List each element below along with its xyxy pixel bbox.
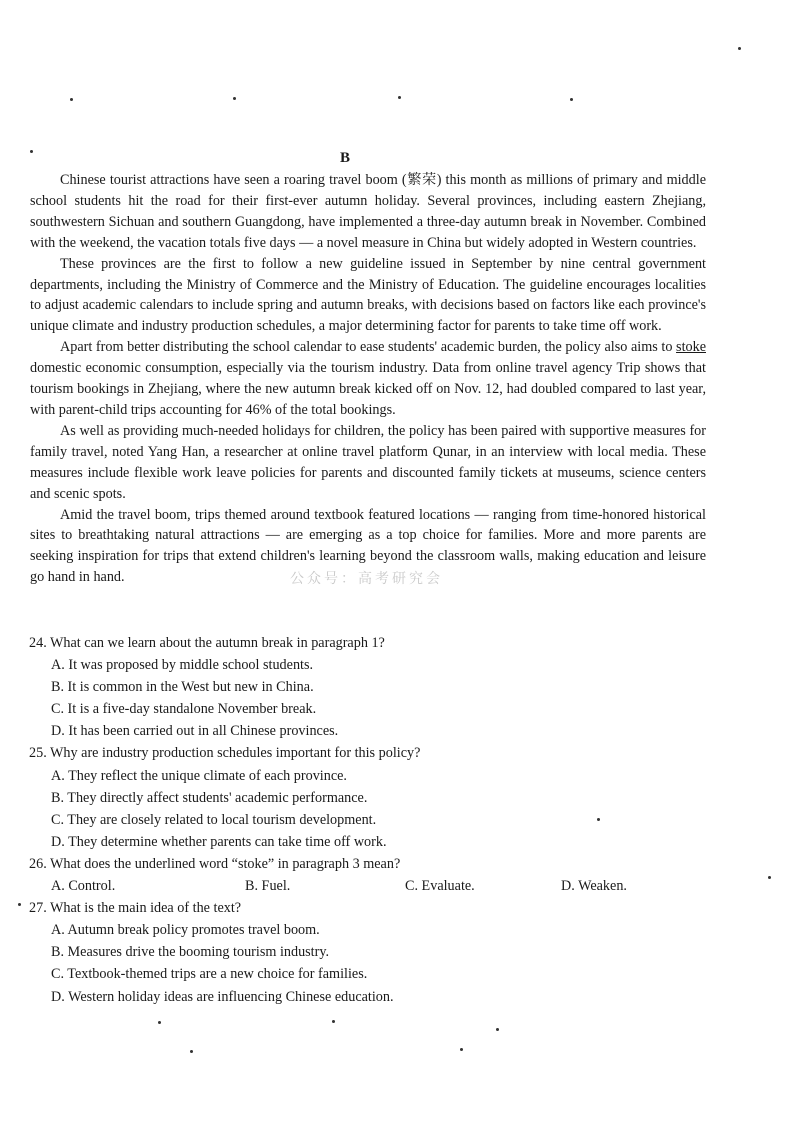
- section-heading: B: [339, 150, 350, 166]
- question-27: [29, 897, 719, 1007]
- scan-speck: [190, 1050, 193, 1053]
- option-b[interactable]: B. Fuel.: [245, 878, 291, 895]
- option-a[interactable]: A. Autumn break policy promotes travel boom.: [51, 922, 320, 939]
- underlined-word-stoke: stoke: [676, 339, 706, 356]
- paragraph-2: These provinces are the first to follow a new guideline issued in September by nine central government departments, including the Ministry of Commerce and the Ministry of Education. The guideline encourages localities to adjust academic calendars to include spring and autumn breaks, with decisions based on factors like each province's unique climate and industry production schedules, a major determining factor for parents to take time off work.: [30, 255, 706, 335]
- paragraph-3-before: Apart from better distributing the school calendar to ease students' academic burden, the policy also aims to: [60, 339, 677, 356]
- paragraph-3-after: domestic economic consumption, especially via the tourism industry. Data from online travel agency Trip shows that tourism bookings in Zhejiang, where the new autumn break kicked off on Nov. 12, had doubled compared to last year, with parent-child trips accounting for 46% of the total bookings.: [30, 360, 706, 418]
- option-c[interactable]: C. They are closely related to local tourism development.: [51, 811, 377, 828]
- paragraph-3: [30, 337, 706, 421]
- scan-speck: [460, 1048, 463, 1051]
- scan-speck: [570, 98, 573, 101]
- option-c[interactable]: C. It is a five-day standalone November break.: [51, 701, 317, 718]
- option-b[interactable]: B. Measures drive the booming tourism industry.: [51, 944, 330, 961]
- option-a[interactable]: A. They reflect the unique climate of each province.: [51, 767, 347, 784]
- scan-speck: [768, 876, 771, 879]
- option-b[interactable]: B. They directly affect students' academic performance.: [51, 789, 368, 806]
- question-25: [29, 742, 719, 852]
- option-d[interactable]: D. Weaken.: [561, 878, 627, 895]
- scan-speck: [332, 1020, 335, 1023]
- option-c[interactable]: C. Textbook-themed trips are a new choice for families.: [51, 966, 368, 983]
- question-26: [29, 853, 719, 897]
- scan-speck: [30, 150, 33, 153]
- paragraph-1: Chinese tourist attractions have seen a roaring travel boom (繁荣) this month as millions of primary and middle school students hit the road for their first-ever autumn holiday. Several provinces, including eastern Zhejiang, southwestern Sichuan and southern Guangdong, have implemented a three-day autumn break in November. Combined with the weekend, the vacation totals five days — a novel measure in China but widely adopted in Western countries.: [30, 172, 706, 251]
- scan-speck: [738, 47, 741, 50]
- option-d[interactable]: D. It has been carried out in all Chinese provinces.: [51, 723, 339, 740]
- question-stem: 25. Why are industry production schedules important for this policy?: [29, 745, 421, 762]
- scan-speck: [233, 97, 236, 100]
- question-list: [29, 632, 719, 1008]
- option-row: [29, 875, 719, 897]
- scan-speck: [70, 98, 73, 101]
- question-stem: 26. What does the underlined word “stoke” in paragraph 3 mean?: [29, 855, 401, 872]
- paragraph-5: Amid the travel boom, trips themed around textbook featured locations — ranging from time-honored historical sites to breathtaking natural attractions — are emerging as a top choice for families. More and more parents are seeking inspiration for trips that extend children's learning beyond the classroom walls, making education and leisure go hand in hand.: [30, 506, 706, 586]
- scan-speck: [398, 96, 401, 99]
- option-a[interactable]: A. Control.: [51, 878, 116, 895]
- reading-passage: [30, 170, 706, 588]
- watermark: 公众号：高考研究会: [290, 571, 443, 587]
- question-24: [29, 632, 719, 742]
- option-d[interactable]: D. They determine whether parents can take time off work.: [51, 833, 387, 850]
- question-stem: 24. What can we learn about the autumn break in paragraph 1?: [29, 635, 385, 651]
- question-stem: 27. What is the main idea of the text?: [29, 900, 242, 917]
- paragraph-4: As well as providing much-needed holidays for children, the policy has been paired with supportive measures for family travel, noted Yang Han, a researcher at online travel platform Qunar, in an interview with local media. These measures include flexible work leave policies for parents and discounted family tickets at museums, science centers and scenic spots.: [30, 422, 706, 502]
- scan-speck: [158, 1021, 161, 1024]
- option-b[interactable]: B. It is common in the West but new in China.: [51, 679, 314, 696]
- scan-speck: [18, 903, 21, 906]
- option-d[interactable]: D. Western holiday ideas are influencing Chinese education.: [51, 988, 394, 1005]
- scan-speck: [496, 1028, 499, 1031]
- option-a[interactable]: A. It was proposed by middle school students.: [51, 657, 314, 674]
- scan-speck: [597, 818, 600, 821]
- option-c[interactable]: C. Evaluate.: [405, 878, 475, 895]
